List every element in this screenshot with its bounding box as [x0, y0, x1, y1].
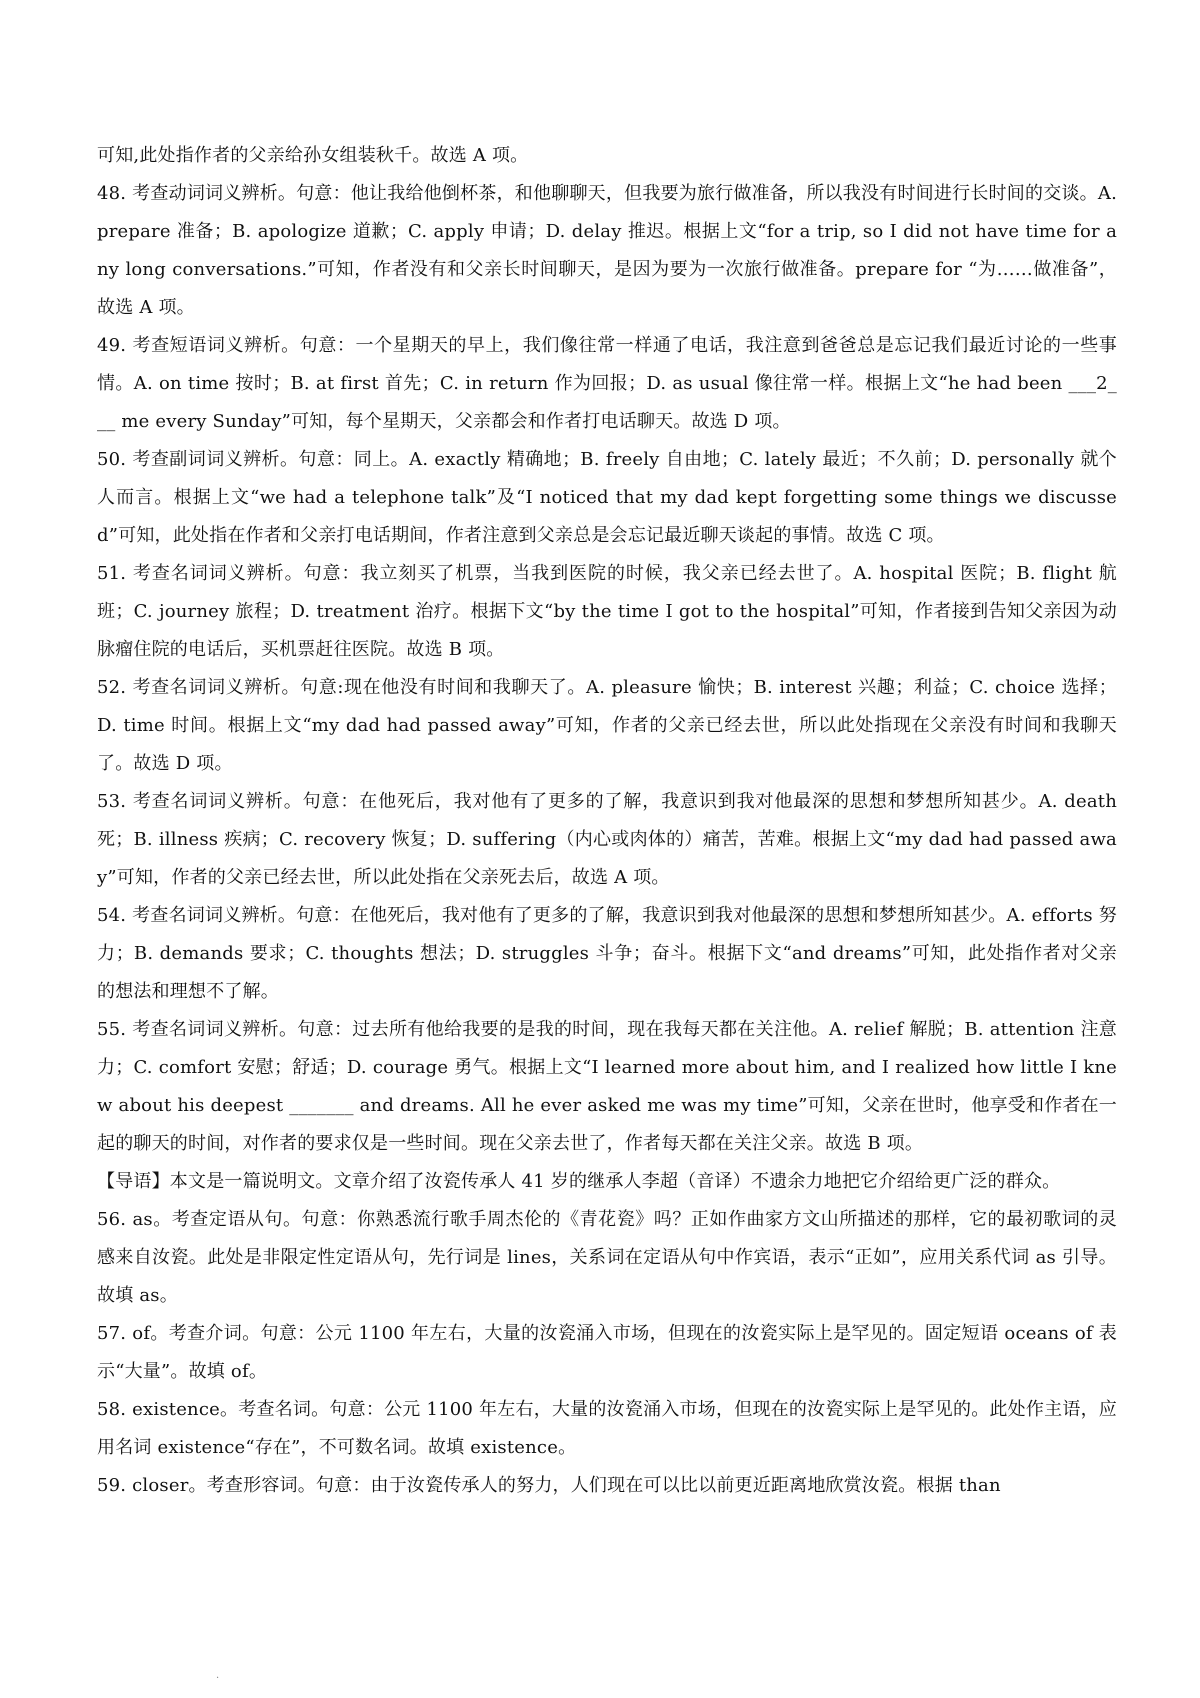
paragraph-item-49: 49. 考查短语词义辨析。句意：一个星期天的早上，我们像往常一样通了电话，我注意到爸爸总是忘记我们最近讨论的一些事情。A. on time 按时；B. at first 首先；C. in return 作为回报；D. as usual 像往常一样。根据上文“he had been ___2___ me every Sunday”可知，每个星期天，父亲都会和作者打电话聊天。故选 D 项。	[97, 335, 1117, 432]
paragraph-item-52: 52. 考查名词词义辨析。句意:现在他没有时间和我聊天了。A. pleasure 愉快；B. interest 兴趣；利益；C. choice 选择；D. time 时间。根据上文“my dad had passed away”可知，作者的父亲已经去世，所以此处指现在父亲没有时间和我聊天了。故选 D 项。	[97, 677, 1117, 774]
paragraph-item-57: 57. of。考查介词。句意：公元 1100 年左右，大量的汝瓷涌入市场，但现在的汝瓷实际上是罕见的。固定短语 oceans of 表示“大量”。故填 of。	[97, 1323, 1117, 1382]
paragraph-item-59: 59. closer。考查形容词。句意：由于汝瓷传承人的努力，人们现在可以比以前更近距离地欣赏汝瓷。根据 than	[97, 1475, 1001, 1496]
paragraph-item-55: 55. 考查名词词义辨析。句意：过去所有他给我要的是我的时间，现在我每天都在关注他。A. relief 解脱；B. attention 注意力；C. comfort 安慰；舒适；D. courage 勇气。根据上文“I learned more about him, and I realized how little I knew about his deepest _______ and dreams. All he ever asked me was my time”可知，父亲在世时，他享受和作者在一起的聊天的时间，对作者的要求仅是一些时间。现在父亲去世了，作者每天都在关注父亲。故选 B 项。	[97, 1019, 1118, 1154]
paragraph-item-53: 53. 考查名词词义辨析。句意：在他死后，我对他有了更多的了解，我意识到我对他最深的思想和梦想所知甚少。A. death 死；B. illness 疾病；C. recovery 恢复；D. suffering（内心或肉体的）痛苦，苦难。根据上文“my dad had passed away”可知，作者的父亲已经去世，所以此处指在父亲死去后，故选 A 项。	[97, 791, 1117, 888]
paragraph-intro-continuation: 可知,此处指作者的父亲给孙女组装秋千。故选 A 项。	[97, 145, 529, 166]
paragraph-item-54: 54. 考查名词词义辨析。句意：在他死后，我对他有了更多的了解，我意识到我对他最深的思想和梦想所知甚少。A. efforts 努力；B. demands 要求；C. thoughts 想法；D. struggles 斗争；奋斗。根据下文“and dreams”可知，此处指作者对父亲的想法和理想不了解。	[97, 905, 1117, 1002]
paragraph-item-48: 48. 考查动词词义辨析。句意：他让我给他倒杯茶，和他聊聊天，但我要为旅行做准备，所以我没有时间进行长时间的交谈。A. prepare 准备；B. apologize 道歉；C. apply 申请；D. delay 推迟。根据上文“for a trip, so I did not have time for any long conversations.”可知，作者没有和父亲长时间聊天，是因为要为一次旅行做准备。prepare for “为……做准备”，故选 A 项。	[97, 183, 1117, 318]
paragraph-item-58: 58. existence。考查名词。句意：公元 1100 年左右，大量的汝瓷涌入市场，但现在的汝瓷实际上是罕见的。此处作主语，应用名词 existence“存在”，不可数名词。故填 existence。	[97, 1399, 1117, 1458]
paragraph-item-50: 50. 考查副词词义辨析。句意：同上。A. exactly 精确地；B. freely 自由地；C. lately 最近；不久前；D. personally 就个人而言。根据上文“we had a telephone talk”及“I noticed that my dad kept forgetting some things we discussed”可知，此处指在作者和父亲打电话期间，作者注意到父亲总是会忘记最近聊天谈起的事情。故选 C 项。	[97, 449, 1117, 546]
paragraph-item-51: 51. 考查名词词义辨析。句意：我立刻买了机票，当我到医院的时候，我父亲已经去世了。A. hospital 医院；B. flight 航班；C. journey 旅程；D. treatment 治疗。根据下文“by the time I got to the hospital”可知，作者接到告知父亲因为动脉瘤住院的电话后，买机票赶往医院。故选 B 项。	[97, 563, 1117, 660]
paragraph-item-56: 56. as。考查定语从句。句意：你熟悉流行歌手周杰伦的《青花瓷》吗？正如作曲家方文山所描述的那样，它的最初歌词的灵感来自汝瓷。此处是非限定性定语从句，先行词是 lines，关系词在定语从句中作宾语，表示“正如”，应用关系代词 as 引导。故填 as。	[97, 1209, 1117, 1306]
paragraph-guide: 【导语】本文是一篇说明文。文章介绍了汝瓷传承人 41 岁的继承人李超（音译）不遗余力地把它介绍给更广泛的群众。	[97, 1171, 1061, 1192]
footer-mark: ·	[216, 1673, 220, 1684]
document-body	[97, 137, 1117, 1505]
